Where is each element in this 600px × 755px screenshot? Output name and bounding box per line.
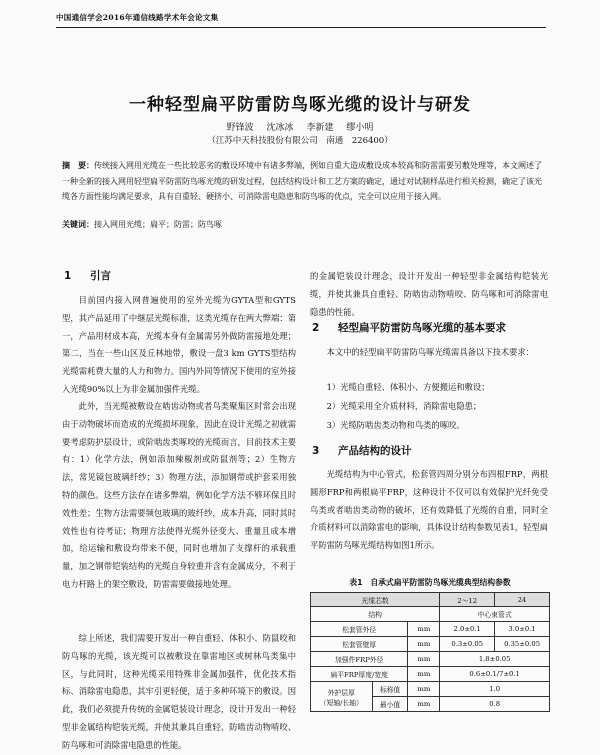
table-cell: 0.8 [440,697,550,712]
affiliation: （江苏中天科技股份有限公司 南通 226400） [207,136,393,146]
table-cell: 外护层厚 （短轴/长轴） [311,682,373,712]
table-row [311,622,550,637]
author-list [0,120,600,133]
table-row [311,607,550,622]
table-cell: 3.0±0.1 [495,622,550,637]
table-cell: 1.0 [440,682,550,697]
keywords-label: 关键词： [62,220,94,229]
table-cell: 0.35±0.05 [495,637,550,652]
abstract-label: 摘 要： [62,161,94,170]
table-header-cell: 2～12 [440,593,495,607]
table-cell: 中心束管式 [440,607,550,622]
intro-paragraph-1: 目前国内接入网普遍使用的室外光缆为GYTA型和GYTS型，其产品延用了中继层光缆标准，这类光缆存在两大弊端：第一，产品用材成本高，光缆本身有金属需另外做防雷接地处理；第二，当在一些山区及丘林地带，敷设一盘3 km GYTS型结构光缆需耗费大量的人力和物力。国内外同等情况下使用的室外接入光缆90%以上为非金属加强件光缆。 [62,295,296,394]
table-row [311,637,550,652]
table-cell: 松套管壁厚 [311,637,408,652]
intro-paragraph-2: 此外，当光缆被敷设在啮齿动物或者鸟类聚集区时常会出现由于动物破坏而造成的光缆损坏现象，因此在设计光缆之初就需要考虑防护层设计，或阶啮齿类啄咬的光缆而言，目前技术主要有：1）化学方法，例如添加辣椒剂或防鼠剂等；2）生物方法，常见镜包玻璃纤纱；3）物理方法，添加钢带或护套采用独特的颜色。这些方法存在诸多弊端，例如化学方法不够环保且时效性差；生物方法需要频包玻璃的玻纤纱，成本升高，同时其时效性也有待考证；物理方法使得光缆外径变大、重量且成本增加，给运输和敷设均带来不便，同时也增加了支撑杆的承载重量，加之钢带铠装结构的光缆自身较重并含有金属成分，不利于电力杆路上的架空敷设，防雷需要做接地处理。 [62,401,296,589]
structure-paragraph: 光缆结构为中心管式，松套管四周分别分布四根FRP，两根圆形FRP和两根扁平FRP，这种设计不仅可以有效保护光纤免受鸟类或者啮齿类动物的破坏，还有效降低了光缆的自重，同时全介质材料可以消除雷电的影响，具体设计结构参数见表1，轻型扁平防雷防鸟啄光缆结构如图1所示。 [310,469,548,551]
table-row [311,652,550,667]
section-heading-1: 1 引言 [64,270,111,282]
requirements-list [310,378,548,435]
table-cell: 扁平FRP厚度/宽度 [311,667,408,682]
table-row [311,682,550,697]
table-cell: 0.3±0.05 [440,637,495,652]
table-cell: 0.6±0.1/7±0.1 [440,667,550,682]
table-row [311,667,550,682]
abstract [62,158,548,205]
author: 沈冰冰 [266,123,294,133]
table-header-cell: 光缆芯数 [311,593,440,607]
section-heading-2: 2 轻型扁平防雷防鸟啄光缆的基本要求 [312,322,506,334]
table-cell: 2.0±0.1 [440,622,495,637]
list-item: 1）光缆自重轻、体积小、方便搬运和敷设； [326,382,490,392]
table-cell: 最小值 [372,697,408,712]
list-item: 2）光缆采用全介质材料，消除雷电隐患； [326,401,482,411]
author: 李新建 [306,123,334,133]
table-cell: mm [408,667,440,682]
running-header: 中国通信学会2016年通信线路学术年会论文集 [56,12,546,28]
list-item: 3）光缆防啮齿类动物和鸟类的啄咬。 [326,420,465,430]
intro-paragraph-3-continued: 的金属铠装设计理念，设计开发出一种轻型非金属结构铠装光缆，并使其兼具自重轻、防啮齿动物啃咬、防鸟啄和可消除雷电隐患的性能。 [310,271,548,317]
table-cell: mm [408,697,440,712]
paper-title: 一种轻型扁平防雷防鸟啄光缆的设计与研发 [129,95,471,115]
table-cell: 松套管外径 [311,622,408,637]
table-cell: mm [408,637,440,652]
table-row [311,593,550,607]
intro-paragraph-3: 综上所述，我们需要开发出一种自重轻、体积小、防鼠咬和防鸟啄的光缆，该光缆可以被敷设在靠雷地区或树林鸟类集中区，与此同时，这种光缆采用特殊非金属加强件，优化技术指标、消除雷电隐患，其牢引更轻便，适于多种环境下的敷设。因此，我们必须提升传统的金属铠装设计理念，设计开发出一种轻型非金属结构铠装光缆，并使其兼具自重轻、防啮齿动物啃咬、防鸟啄和可消除雷电隐患的性能。 [62,633,296,750]
keywords [62,219,548,230]
spec-table [310,592,550,712]
section-heading-3: 3 产品结构的设计 [312,445,412,457]
table-cell: 1.8±0.05 [440,652,550,667]
table-cell: 标称值 [372,682,408,697]
table-cell: 结构 [311,607,440,622]
table-caption: 表1 自承式扁平防雷防鸟啄光缆典型结构参数 [349,578,511,587]
keywords-text: 接入网用光缆；扁平；防雷；防鸟啄 [94,220,222,229]
table-cell: mm [408,682,440,697]
author: 缪小明 [346,123,374,133]
author: 野锋波 [226,123,254,133]
table-cell: mm [408,622,440,637]
table-header-cell: 24 [495,593,550,607]
abstract-text: 传统接入网用光缆在一些比较恶劣的敷设环境中有诸多弊端，例如自重大造成敷设成本较高和防雷需要另敷处理等，本文阐述了一种全新的接入网用轻型扁平防雷防鸟啄光缆的研发过程，包括结构设计和工艺方案的确定，通过对试制样品进行相关检测，确定了该光缆各方面性能均满足要求，具有自重轻、硬挤小、可消除雷电隐患和防鸟啄的优点，完全可以应用于接入网。 [62,161,542,201]
table-cell: 加强件FRP外径 [311,652,408,667]
table-cell: mm [408,652,440,667]
requirements-intro: 本文中的轻型扁平防雷防鸟啄光缆需具备以下技术要求： [326,347,535,357]
